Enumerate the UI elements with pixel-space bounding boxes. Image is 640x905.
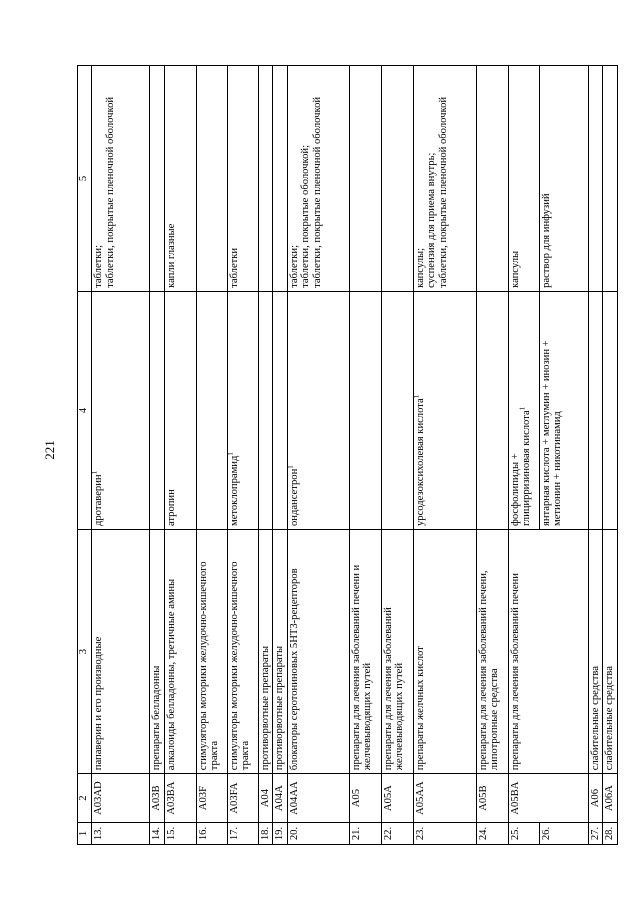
table-row [92,66,150,845]
page-number: 221 [41,440,57,460]
row-number-cell: 15. [164,823,196,845]
atc-code-cell: A05A [381,774,413,823]
footnote-mark: 1 [90,470,99,475]
atc-code-cell: A03AD [92,774,150,823]
row-number-cell: 22. [381,823,413,845]
atc-code-cell: A05B [476,774,508,823]
dosage-form-cell [150,66,165,292]
inn-cell [258,291,273,529]
atc-code-cell: A04 [258,774,273,823]
table-row [287,66,349,845]
dosage-form-cell: таблетки; таблетки, покрытые оболочкой; таблетки, покрытые пленочной оболочкой [287,66,349,292]
table-row [258,66,273,845]
group-name-cell: препараты белладонны [150,530,165,774]
inn-cell: урсодезоксихолевая кислота$^1$ [413,291,476,529]
inn-cell [349,291,381,529]
dosage-form-cell: таблетки; таблетки, покрытые пленочной оболочкой [92,66,150,292]
table-row [413,66,476,845]
row-number-cell: 24. [476,823,508,845]
inn-cell: янтарная кислота + меглумин + инозин + метионин + никотинамид [539,291,588,529]
row-number-cell: 28. [603,823,618,845]
table-row [381,66,413,845]
footnote-mark: 1 [285,465,294,469]
atc-code-cell: A06 [588,774,603,823]
row-number-cell: 13. [92,823,150,845]
dosage-form-cell [273,66,288,292]
dosage-form-cell [381,66,413,292]
table-row [603,66,618,845]
row-number-cell: 27. [588,823,603,845]
inn-cell [196,291,227,529]
group-name-cell: препараты для лечения заболеваний печени, липотропные средства [476,530,508,774]
group-name-cell: препараты для лечения заболеваний желчевыводящих путей [381,530,413,774]
dosage-form-cell: капли глазные [164,66,196,292]
group-name-cell: препараты для лечения заболеваний печени [508,530,588,774]
dosage-form-cell [258,66,273,292]
inn-cell [381,291,413,529]
table-row [273,66,288,845]
group-name-cell: препараты желчных кислот [413,530,476,774]
atc-code-cell: A03F [196,774,227,823]
inn-cell [150,291,165,529]
group-name-cell: стимуляторы моторики желудочно-кишечного тракта [196,530,227,774]
group-name-cell: папаверин и его производные [92,530,150,774]
column-header: 1 [78,823,92,845]
column-header: 4 [78,291,92,529]
group-name-cell: слабительные средства [588,530,603,774]
drug-table-container [77,65,615,845]
atc-code-cell: A04AA [287,774,349,823]
row-number-cell: 19. [273,823,288,845]
header-row [78,66,92,845]
inn-cell [476,291,508,529]
table-row [588,66,603,845]
atc-code-cell: A05BA [508,774,588,823]
atc-code-cell: A05AA [413,774,476,823]
row-number-cell: 18. [258,823,273,845]
column-header: 2 [78,774,92,823]
atc-code-cell: A04A [273,774,288,823]
group-name-cell: противорвотные препараты [258,530,273,774]
dosage-form-cell [476,66,508,292]
inn-cell: атропин [164,291,196,529]
table-row [476,66,508,845]
group-name-cell: препараты для лечения заболеваний печени и желчевыводящих путей [349,530,381,774]
dosage-form-cell [603,66,618,292]
table-row [508,66,539,845]
atc-code-cell: A03BA [164,774,196,823]
table-row [349,66,381,845]
inn-cell: ондансетрон$^1$ [287,291,349,529]
inn-cell [588,291,603,529]
dosage-form-cell: раствор для инфузий [539,66,588,292]
inn-cell: метоклопрамид$^1$ [227,291,258,529]
atc-code-cell: A05 [349,774,381,823]
atc-code-cell: A03B [150,774,165,823]
group-name-cell: слабительные средства [603,530,618,774]
inn-cell [603,291,618,529]
row-number-cell: 26. [539,823,588,845]
row-number-cell: 23. [413,823,476,845]
row-number-cell: 21. [349,823,381,845]
row-number-cell: 17. [227,823,258,845]
footnote-mark: 1 [411,394,420,399]
group-name-cell: алкалоиды белладонны, третичные амины [164,530,196,774]
row-number-cell: 25. [508,823,539,845]
row-number-cell: 16. [196,823,227,845]
row-number-cell: 14. [150,823,165,845]
group-name-cell: стимуляторы моторики желудочно-кишечного тракта [227,530,258,774]
dosage-form-cell [588,66,603,292]
table-row [164,66,196,845]
dosage-form-cell: таблетки [227,66,258,292]
atc-code-cell: A03FA [227,774,258,823]
atc-code-cell: A06A [603,774,618,823]
group-name-cell: противорвотные препараты [273,530,288,774]
footnote-mark: 1 [225,452,234,456]
drug-table [77,65,618,845]
dosage-form-cell [349,66,381,292]
table-row [150,66,165,845]
footnote-mark: 1 [518,406,527,411]
row-number-cell: 20. [287,823,349,845]
dosage-form-cell: капсулы; суспензия для приема внутрь; таблетки, покрытые пленочной оболочкой [413,66,476,292]
dosage-form-cell [196,66,227,292]
column-header: 3 [78,530,92,774]
inn-cell [273,291,288,529]
dosage-form-cell: капсулы [508,66,539,292]
column-header: 5 [78,66,92,292]
inn-cell: фосфолипиды + глицирризиновая кислота$^1$ [508,291,539,529]
group-name-cell: блокаторы серотониновых 5HT3-рецепторов [287,530,349,774]
table-row [196,66,227,845]
table-row [227,66,258,845]
inn-cell: дротаверин$^1$ [92,291,150,529]
